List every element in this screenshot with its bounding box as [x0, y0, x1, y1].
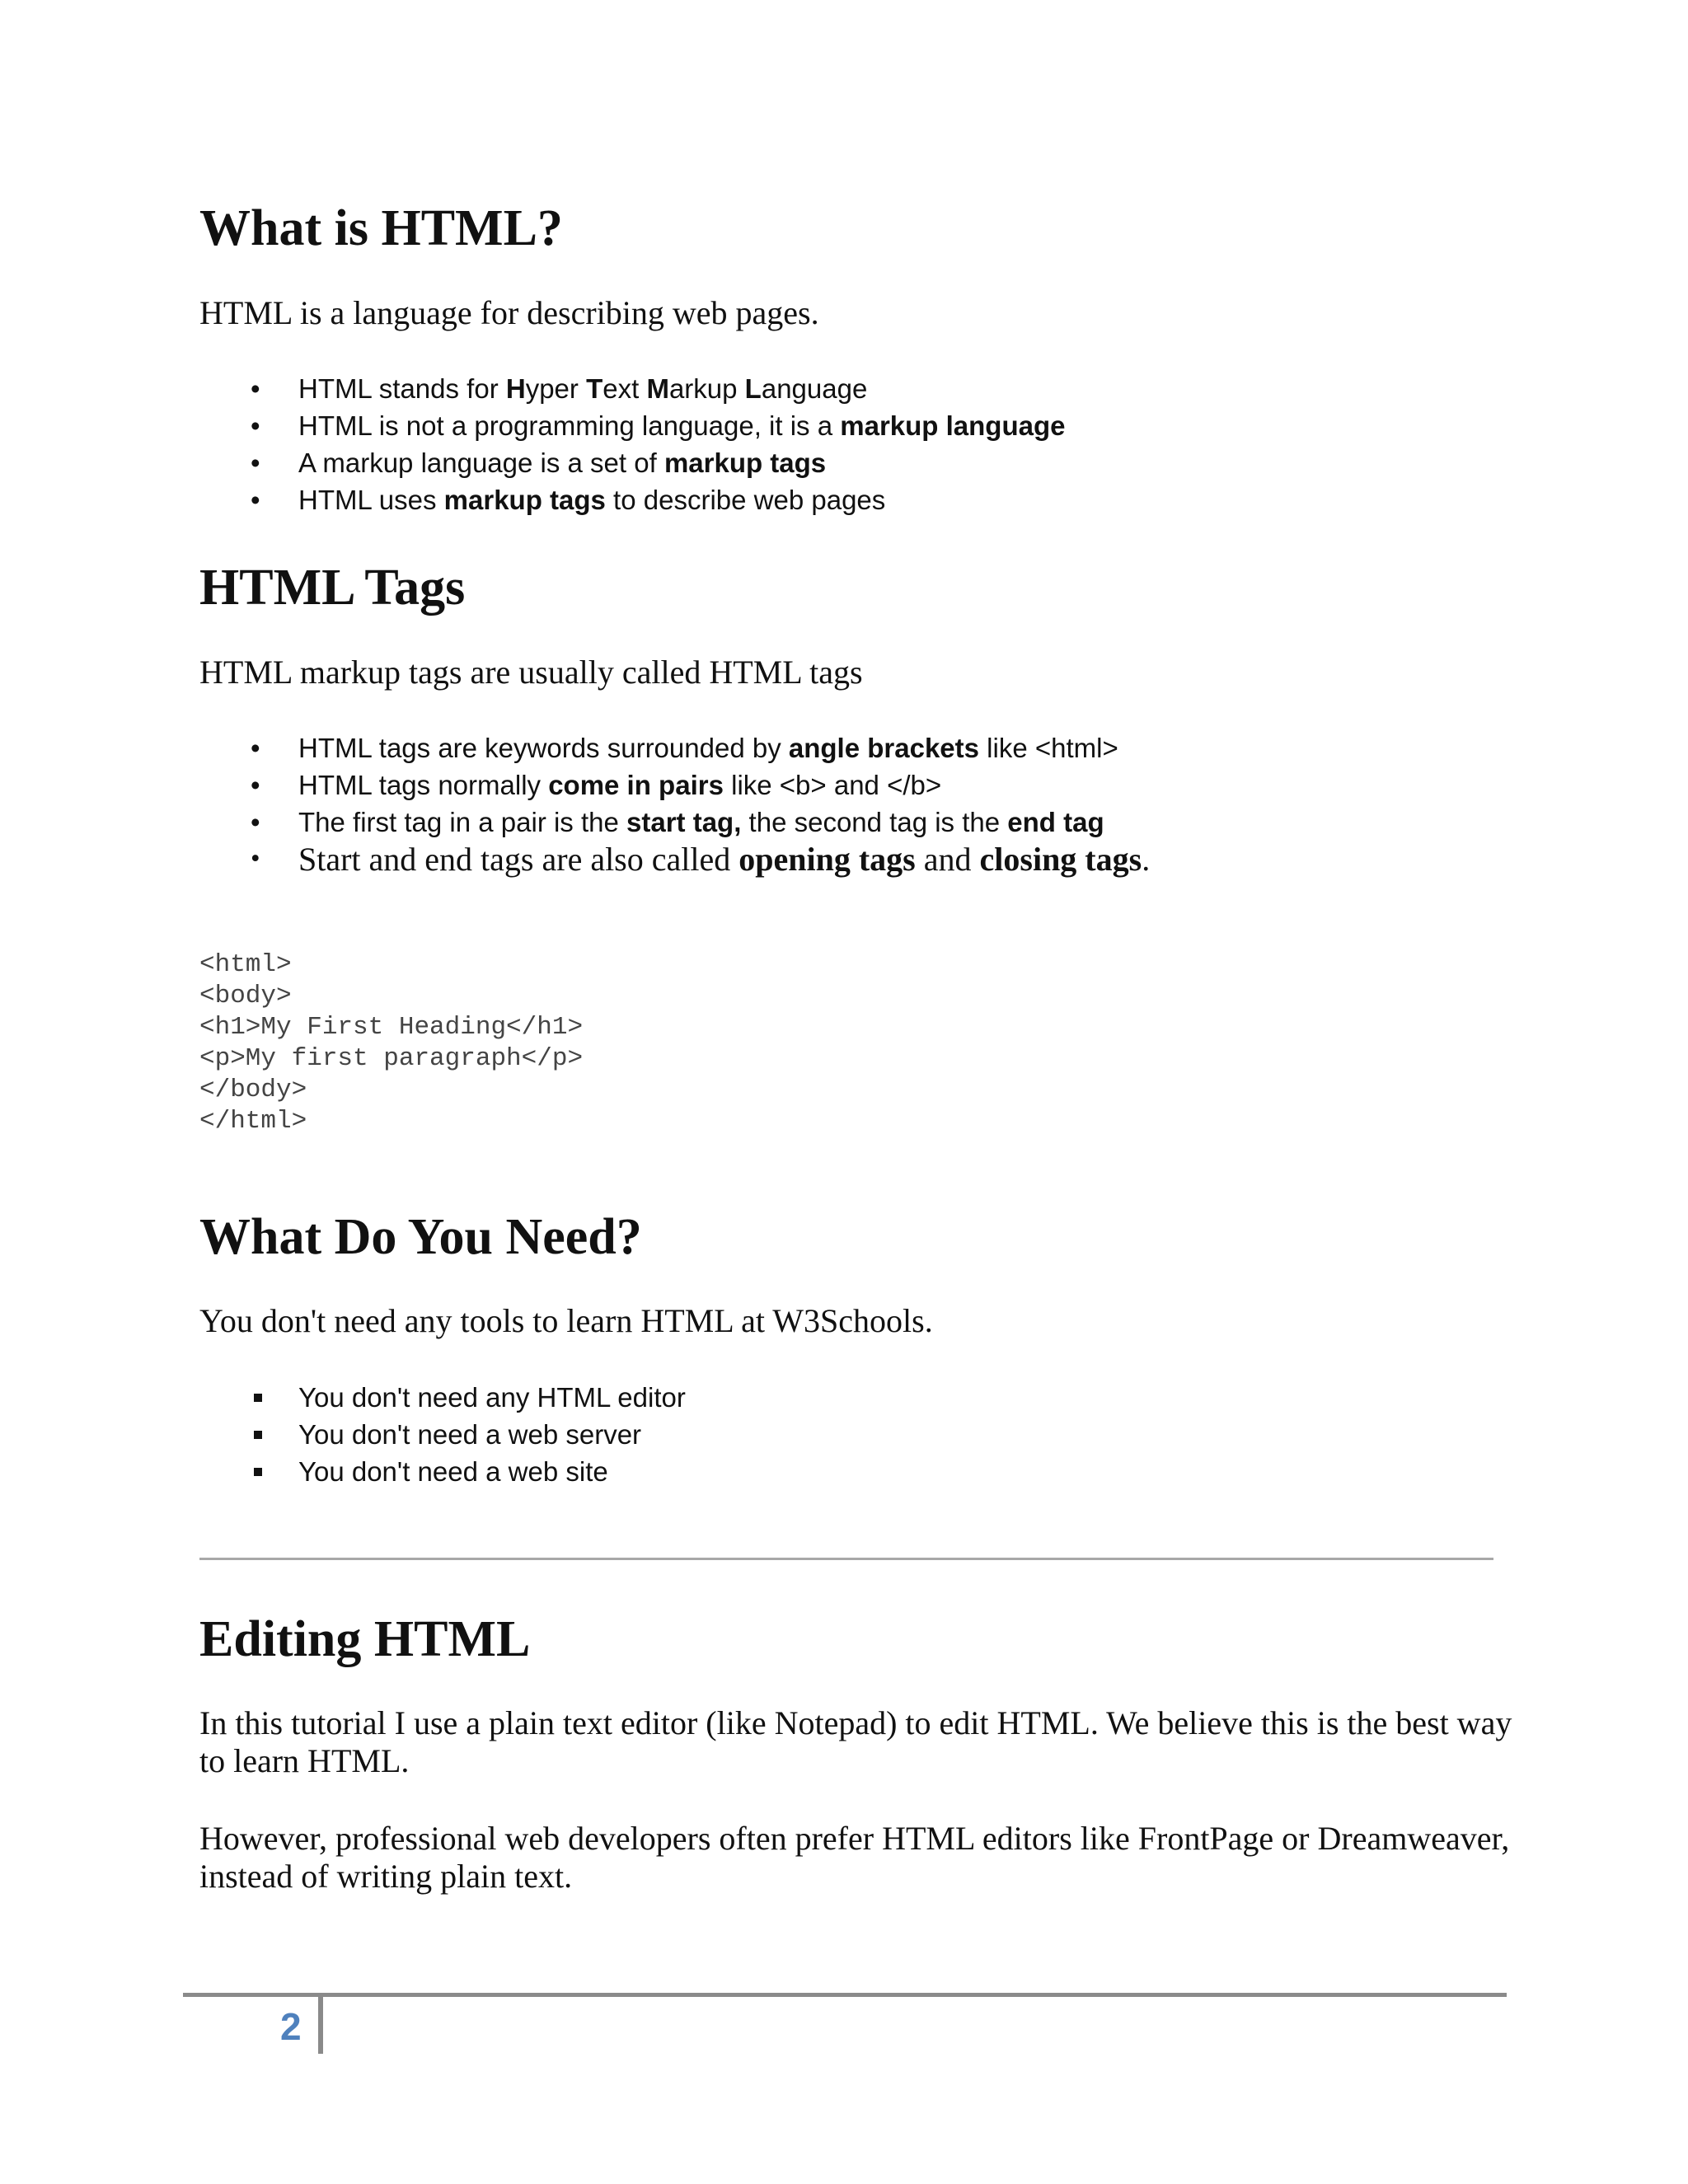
intro-html-tags: HTML markup tags are usually called HTML tags — [199, 654, 863, 691]
code-example: <html> <body> <h1>My First Heading</h1> <p>My first paragraph</p> </body> </html> — [199, 950, 584, 1136]
list-item: You don't need any HTML editor — [199, 1379, 686, 1416]
page-number: 2 — [280, 2005, 302, 2048]
heading-what-is-html: What is HTML? — [199, 200, 563, 256]
bullet-icon: • — [251, 807, 260, 837]
list-item: • The first tag in a pair is the start tag, the second tag is the end tag — [199, 804, 1150, 841]
list-item: • HTML is not a programming language, it is a markup language — [199, 407, 1065, 444]
list-item: • HTML stands for Hyper Text Markup Language — [199, 370, 1065, 407]
list-item: You don't need a web server — [199, 1416, 686, 1453]
intro-what-is-html: HTML is a language for describing web pages. — [199, 294, 819, 331]
list-item: • HTML uses markup tags to describe web pages — [199, 481, 1065, 518]
square-bullet-icon — [254, 1394, 262, 1402]
needs-list — [199, 1379, 686, 1490]
list-item: • Start and end tags are also called opening tags and closing tags. — [251, 841, 1151, 878]
heading-what-do-you-need: What Do You Need? — [199, 1209, 642, 1265]
bullet-icon: • — [251, 410, 260, 441]
editing-paragraph-2: However, professional web developers often prefer HTML editors like FrontPage or Dreamweaver, instead of writing plain text. — [199, 1820, 1510, 1895]
bullet-icon: • — [251, 770, 260, 800]
html-tags-list — [199, 729, 1150, 878]
bullet-icon: • — [251, 448, 260, 478]
list-item: • A markup language is a set of markup tags — [199, 444, 1065, 481]
what-is-html-list — [199, 370, 1065, 518]
intro-what-do-you-need: You don't need any tools to learn HTML at W3Schools. — [199, 1302, 933, 1339]
list-item: • HTML tags are keywords surrounded by angle brackets like <html> — [199, 729, 1150, 766]
footer-rule — [183, 1993, 1507, 1997]
heading-html-tags: HTML Tags — [199, 560, 466, 616]
bullet-icon: • — [251, 844, 260, 874]
footer-divider — [318, 1993, 323, 2054]
bullet-icon: • — [251, 733, 260, 763]
list-item: You don't need a web site — [199, 1453, 686, 1490]
list-item: • HTML tags normally come in pairs like <b> and </b> — [199, 766, 1150, 804]
bullet-icon: • — [251, 485, 260, 515]
bullet-icon: • — [251, 373, 260, 404]
editing-paragraph-1: In this tutorial I use a plain text editor (like Notepad) to edit HTML. We believe this is the best way to learn HTML. — [199, 1704, 1512, 1779]
horizontal-rule — [199, 1558, 1493, 1560]
square-bullet-icon — [254, 1431, 262, 1439]
heading-editing-html: Editing HTML — [199, 1611, 531, 1667]
square-bullet-icon — [254, 1468, 262, 1476]
